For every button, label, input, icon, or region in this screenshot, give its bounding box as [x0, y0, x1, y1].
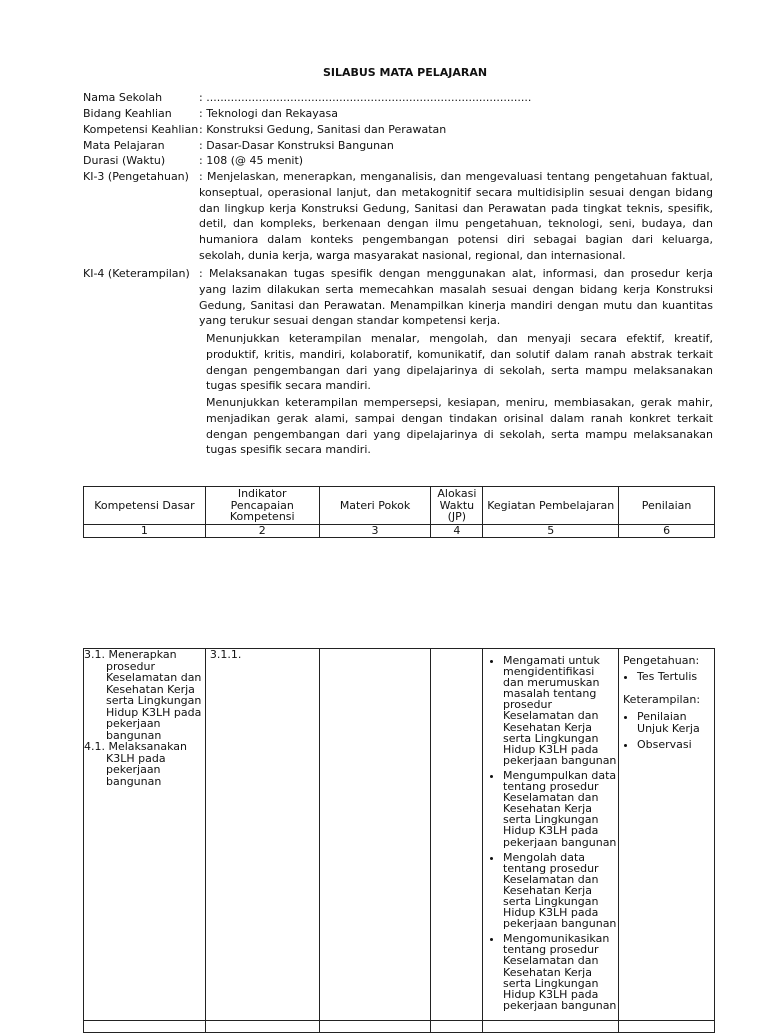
penilaian-cell — [619, 649, 715, 1021]
kegiatan-item: • Mengolah data tentang prosedur Keselamatan dan Kesehatan Kerja serta Lingkungan Hidup K3LH pada pekerjaan bangunan — [503, 852, 618, 930]
penilaian-keterampilan-list — [623, 711, 714, 751]
header-alokasi-waktu: Alokasi Waktu (JP) — [431, 487, 483, 525]
col-number: 6 — [619, 525, 715, 538]
ki4-text-1: : Melaksanakan tugas spesifik dengan menggunakan alat, informasi, dan prosedur kerja yang lazim dilakukan serta memecahkan masalah sesuai dengan bidang kerja Konstruksi Gedung, Sanitasi dan Perawatan. Menampilkan kinerja mandiri dengan mutu dan kuantitas yang terukur sesuai dengan standar kompetensi kerja. — [199, 267, 713, 328]
next-row-cell — [483, 1021, 619, 1033]
kompetensi-dasar-cell — [84, 649, 206, 1021]
value-nama-sekolah: : ............................................................................................. — [199, 91, 532, 104]
penilaian-item: • Penilaian Unjuk Kerja — [637, 711, 714, 735]
header-kegiatan: Kegiatan Pembelajaran — [483, 487, 619, 525]
header-indikator: Indikator Pencapaian Kompetensi — [205, 487, 319, 525]
col-number: 5 — [483, 525, 619, 538]
penilaian-keterampilan-label: Keterampilan: — [623, 693, 701, 706]
syllabus-body-table — [83, 648, 715, 1033]
next-row-cell — [84, 1021, 206, 1033]
kd-4-1: 4.1. Melaksanakan K3LH pada pekerjaan bangunan — [84, 740, 187, 788]
alokasi-waktu-cell — [431, 649, 483, 1021]
kegiatan-list — [485, 655, 618, 1011]
ki4-text-3: Menunjukkan keterampilan mempersepsi, kesiapan, meniru, membiasakan, gerak mahir, menjadikan gerak alami, sampai dengan tindakan orisinal dalam ranah konkret terkait dengan pengembangan dari yang dipelajarinya di sekolah, serta mampu melaksanakan tugas spesifik secara mandiri. — [206, 396, 713, 457]
kegiatan-cell — [483, 649, 619, 1021]
document-title: SILABUS MATA PELAJARAN — [322, 66, 488, 79]
penilaian-item: • Observasi — [637, 739, 714, 751]
value-bidang-keahlian: : Teknologi dan Rekayasa — [199, 107, 338, 120]
value-kompetensi-keahlian: : Konstruksi Gedung, Sanitasi dan Perawatan — [199, 123, 447, 136]
ki3-text: : Menjelaskan, menerapkan, menganalisis, dan mengevaluasi tentang pengetahuan faktual, konseptual, operasional lanjut, dan metakognitif secara multidisiplin sesuai dengan bidang dan lingkup kerja Konstruksi Gedung, Sanitasi dan Perawatan pada tingkat teknis, spesifik, detil, dan kompleks, berkenaan dengan ilmu pengetahuan, teknologi, seni, budaya, dan humaniora dalam konteks pengembangan potensi diri sebagai bagian dari keluarga, sekolah, dunia kerja, warga masyarakat nasional, regional, dan internasional. — [199, 170, 713, 262]
col-number: 2 — [205, 525, 319, 538]
label-mata-pelajaran: Mata Pelajaran — [83, 139, 165, 152]
label-ki4: KI-4 (Keterampilan) — [83, 267, 190, 280]
col-number: 4 — [431, 525, 483, 538]
label-kompetensi-keahlian: Kompetensi Keahlian — [83, 123, 199, 136]
next-row-cell — [431, 1021, 483, 1033]
indikator-cell: 3.1.1. — [205, 649, 319, 1021]
value-durasi: : 108 (@ 45 menit) — [199, 154, 304, 167]
ki4-text-2: Menunjukkan keterampilan menalar, mengolah, dan menyaji secara efektif, kreatif, produktif, kritis, mandiri, kolaboratif, komunikatif, dan solutif dalam ranah abstrak terkait dengan pengembangan dari yang dipelajarinya di sekolah, serta mampu melaksanakan tugas spesifik secara mandiri. — [206, 332, 713, 393]
penilaian-pengetahuan-list — [623, 670, 714, 683]
label-durasi: Durasi (Waktu) — [83, 154, 166, 167]
value-mata-pelajaran: : Dasar-Dasar Konstruksi Bangunan — [199, 139, 394, 152]
materi-pokok-cell — [319, 649, 431, 1021]
next-row-cell — [205, 1021, 319, 1033]
kegiatan-item: • Mengamati untuk mengidentifikasi dan merumuskan masalah tentang prosedur Keselamatan dan Kesehatan Kerja serta Lingkungan Hidup K3LH pada pekerjaan bangunan — [503, 655, 618, 766]
header-penilaian: Penilaian — [619, 487, 715, 525]
col-number: 3 — [319, 525, 431, 538]
next-row-cell — [319, 1021, 431, 1033]
header-kompetensi-dasar: Kompetensi Dasar — [84, 487, 206, 525]
syllabus-header-table — [83, 486, 715, 538]
label-nama-sekolah: Nama Sekolah — [83, 91, 163, 104]
kegiatan-item: • Mengomunikasikan tentang prosedur Keselamatan dan Kesehatan Kerja serta Lingkungan Hidup K3LH pada pekerjaan bangunan — [503, 933, 618, 1011]
kd-3-1: 3.1. Menerapkan prosedur Keselamatan dan Kesehatan Kerja serta Lingkungan Hidup K3LH pada pekerjaan bangunan — [84, 648, 202, 742]
label-bidang-keahlian: Bidang Keahlian — [83, 107, 172, 120]
col-number: 1 — [84, 525, 206, 538]
next-row-cell — [619, 1021, 715, 1033]
penilaian-pengetahuan-label: Pengetahuan: — [623, 654, 700, 667]
header-materi-pokok: Materi Pokok — [319, 487, 431, 525]
penilaian-item: • Tes Tertulis — [637, 670, 714, 683]
kegiatan-item: • Mengumpulkan data tentang prosedur Keselamatan dan Kesehatan Kerja serta Lingkungan Hidup K3LH pada pekerjaan bangunan — [503, 770, 618, 848]
label-ki3: KI-3 (Pengetahuan) — [83, 170, 189, 183]
